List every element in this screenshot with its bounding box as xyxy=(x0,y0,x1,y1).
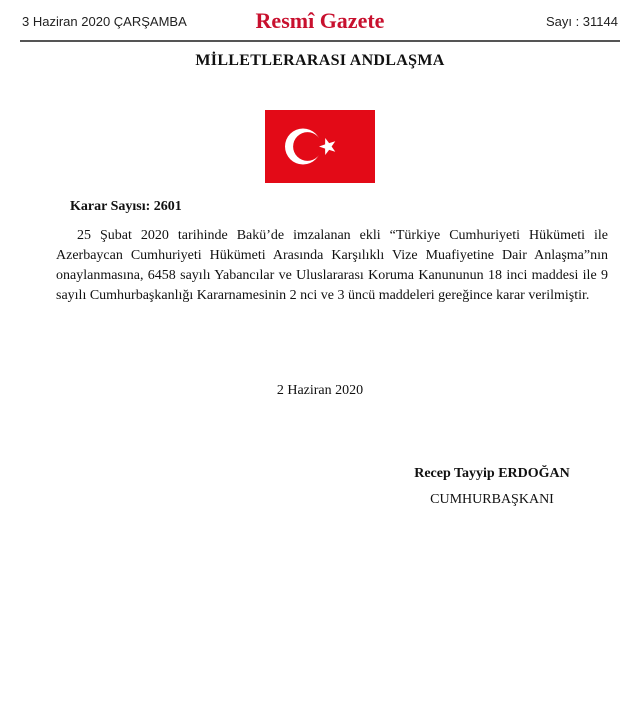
gazette-header xyxy=(0,0,640,44)
decision-text: 25 Şubat 2020 tarihinde Bakü’de imzalanan ekli “Türkiye Cumhuriyeti Hükümeti ile Azerbaycan Cumhuriyeti Hükümeti Arasında Karşılıklı Vize Muafiyetine Dair Anlaşma”nın onaylanmasına, 6458 sayılı Yabancılar ve Uluslararası Koruma Kanununun 18 inci maddesi ile 9 sayılı Cumhurbaşkanlığı Kararnamesinin 2 nci ve 3 üncü maddeleri gereğince karar verilmiştir. xyxy=(56,228,608,303)
signer-title: CUMHURBAŞKANI xyxy=(430,492,554,507)
decision-number: Karar Sayısı: 2601 xyxy=(70,199,182,214)
gazette-title: Resmî Gazete xyxy=(255,8,385,33)
header-divider xyxy=(20,40,620,42)
decision-date: 2 Haziran 2020 xyxy=(276,383,364,398)
issue-date: 3 Haziran 2020 ÇARŞAMBA xyxy=(22,14,187,29)
section-title: MİLLETLERARASI ANDLAŞMA xyxy=(195,52,445,69)
signer-name: Recep Tayyip ERDOĞAN xyxy=(414,466,570,481)
turkish-flag-icon xyxy=(265,110,375,183)
issue-number: Sayı : 31144 xyxy=(545,14,618,29)
